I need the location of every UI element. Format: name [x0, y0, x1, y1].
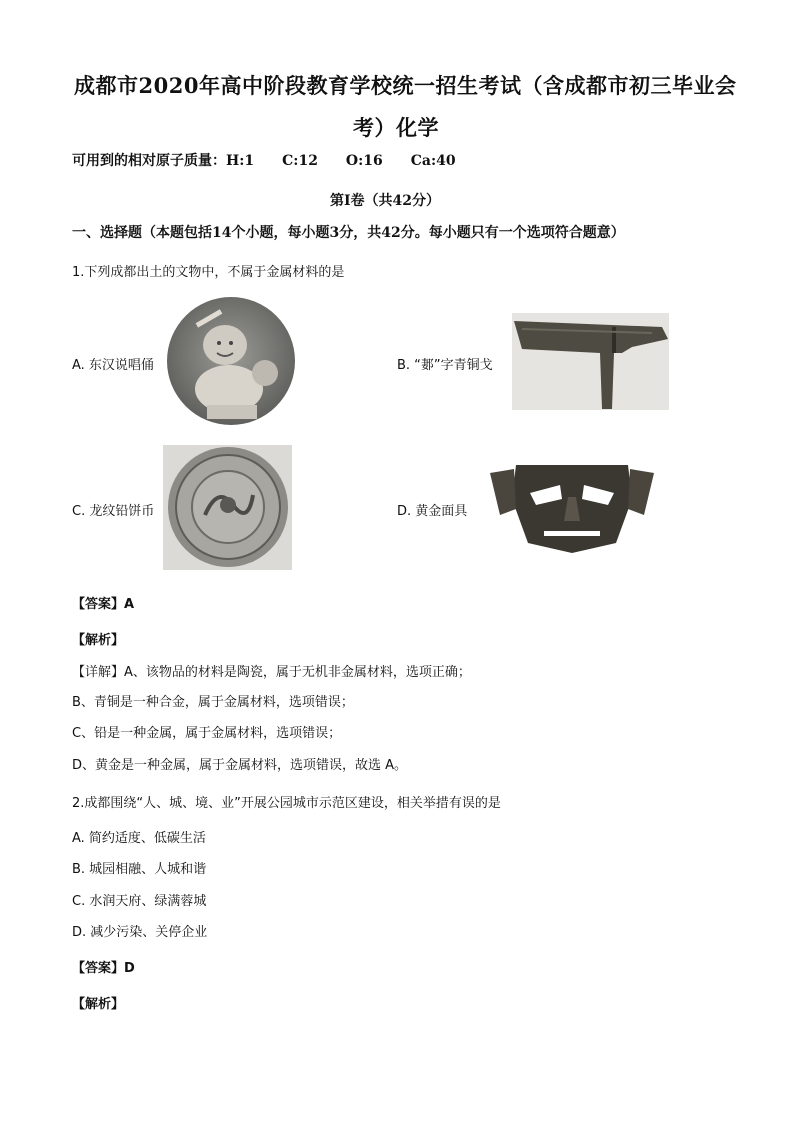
- section-heading: 一、选择题（本题包括14个小题，每小题3分，共42分。每小题只有一个选项符合题意）: [72, 225, 625, 241]
- option-c-label: C. 龙纹铅饼币: [72, 504, 155, 519]
- question-2-option: C. 水润天府、绿满蓉城: [72, 894, 207, 909]
- volume-title: 第Ⅰ卷（共42分）: [330, 193, 441, 209]
- dragon-lead-coin-image: [163, 445, 292, 570]
- option-d-label: D. 黄金面具: [397, 504, 468, 519]
- question-1-stem: 1.下列成都出土的文物中，不属于金属材料的是: [72, 265, 345, 280]
- storyteller-figurine-image: [167, 297, 295, 425]
- exam-title-line-1: 成都市2020年高中阶段教育学校统一招生考试（含成都市初三毕业会: [74, 73, 737, 98]
- question-1-detail-line: D、黄金是一种金属，属于金属材料，选项错误，故选 A。: [72, 758, 408, 773]
- question-2-stem: 2.成都围绕“人、城、境、业”开展公园城市示范区建设，相关举措有误的是: [72, 796, 501, 811]
- question-2-option: B. 城园相融、人城和谐: [72, 862, 207, 877]
- option-b-label: B. “郪”字青铜戈: [397, 358, 493, 373]
- question-1-detail-line: 【详解】A、该物品的材料是陶瓷，属于无机非金属材料，选项正确；: [72, 665, 471, 680]
- atomic-masses: 可用到的相对原子质量：H:1 C:12 O:16 Ca:40: [72, 153, 456, 169]
- question-2-option: A. 简约适度、低碳生活: [72, 831, 206, 846]
- question-1-answer: 【答案】A: [72, 597, 135, 612]
- question-2-answer: 【答案】D: [72, 961, 135, 976]
- gold-mask-image: [486, 459, 658, 555]
- question-1-detail-line: B、青铜是一种合金，属于金属材料，选项错误；: [72, 695, 354, 710]
- option-a-label: A. 东汉说唱俑: [72, 358, 154, 373]
- exam-title-line-2: 考）化学: [353, 115, 439, 140]
- question-1-analysis-heading: 【解析】: [72, 633, 125, 648]
- bronze-dagger-axe-image: [512, 313, 669, 410]
- question-2-option: D. 减少污染、关停企业: [72, 925, 208, 940]
- question-1-detail-line: C、铅是一种金属，属于金属材料，选项错误；: [72, 726, 342, 741]
- question-2-analysis-heading: 【解析】: [72, 997, 125, 1012]
